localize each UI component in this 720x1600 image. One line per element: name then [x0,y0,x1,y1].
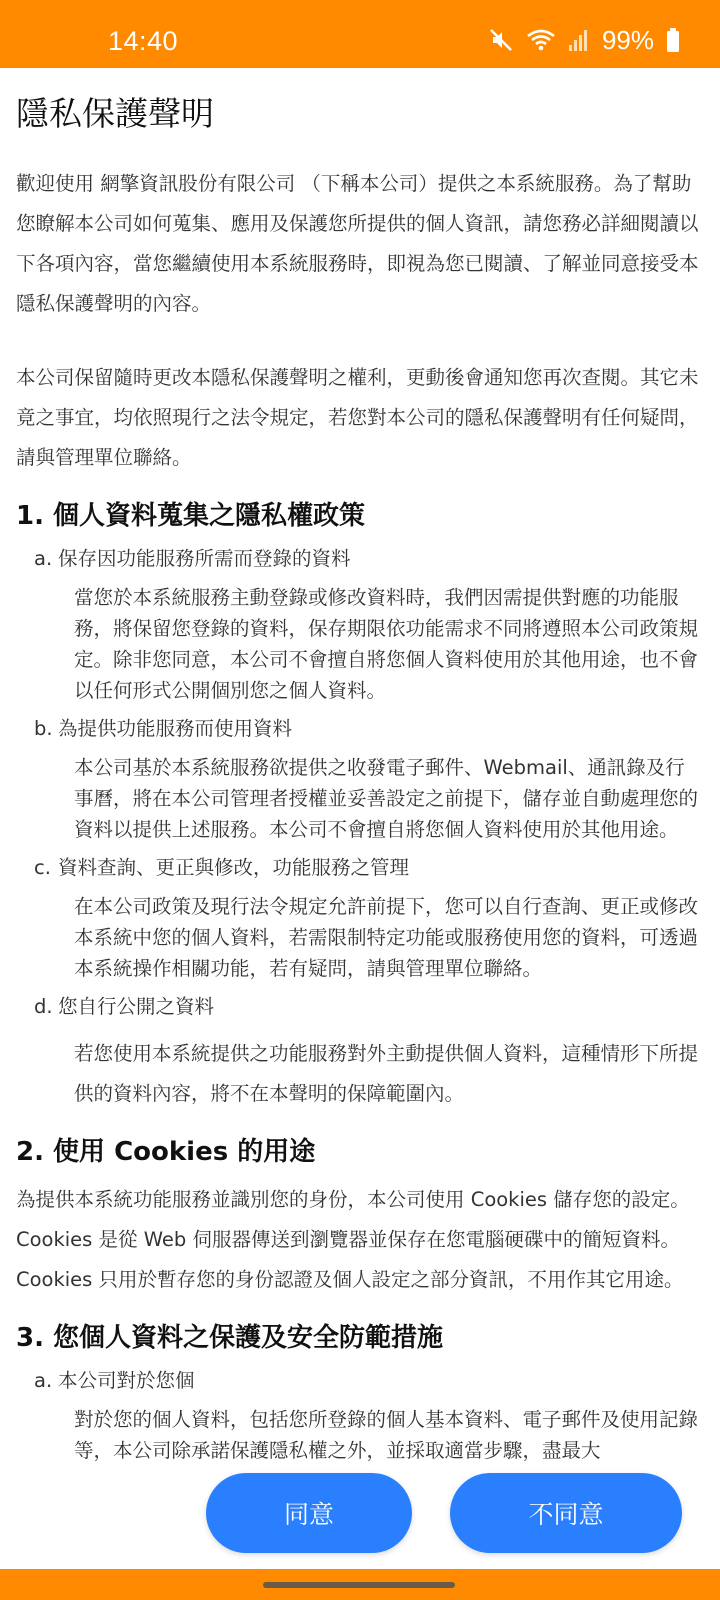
section-3-title: 3. 您個人資料之保護及安全防範措施 [16,1323,444,1353]
section-2-title: 2. 使用 Cookies 的用途 [16,1137,316,1167]
item-body: 在本公司政策及現行法令規定允許前提下，您可以自行查詢、更正或修改本系統中您的個人資料，若需限制特定功能或服務使用您的資料，可透過本系統操作相關功能，若有疑問，請與管理單位聯絡。 [74,895,699,980]
item-title: 為提供功能服務而使用資料 [58,717,293,740]
navigation-bar [0,1569,720,1600]
item-letter: b. [34,717,53,740]
section-1-title: 1. 個人資料蒐集之隱私權政策 [16,501,366,531]
status-time: 14:40 [108,26,179,56]
item-body: 若您使用本系統提供之功能服務對外主動提供個人資料，這種情形下所提供的資料內容，將不在本聲明的保障範圍內。 [74,1042,699,1105]
disagree-button[interactable]: 不同意 [450,1473,682,1553]
section-1-item-a [16,544,704,706]
section-1-item-d [16,992,704,1114]
battery-percentage: 99% [601,24,654,55]
page-title: 隱私保護聲明 [16,94,214,133]
intro-paragraph-2: 本公司保留隨時更改本隱私保護聲明之權利，更動後會通知您再次查閱。其它未竟之事宜，均依照現行之法令規定，若您對本公司的隱私保護聲明有任何疑問，請與管理單位聯絡。 [16,366,699,469]
wifi-icon [526,27,556,53]
home-gesture-handle[interactable] [263,1582,455,1588]
section-3-item-a [16,1366,704,1466]
item-body: 本公司基於本系統服務欲提供之收發電子郵件、Webmail、通訊錄及行事曆，將在本公司管理者授權並妥善設定之前提下，儲存並自動處理您的資料以提供上述服務。本公司不會擅自將您個人資料使用於其他用途。 [74,756,699,841]
item-letter: c. [34,856,51,879]
item-letter: d. [34,995,53,1018]
section-1-item-c [16,853,704,984]
item-body: 當您於本系統服務主動登錄或修改資料時，我們因需提供對應的功能服務，將保留您登錄的資料，保存期限依功能需求不同將遵照本公司政策規定。除非您同意，本公司不會擅自將您個人資料使用於其他用途，也不會以任何形式公開個別您之個人資料。 [74,586,699,702]
signal-icon [568,28,590,52]
item-title: 您自行公開之資料 [58,995,215,1018]
battery-icon [666,27,680,53]
privacy-content[interactable] [0,68,720,1569]
item-body: 對於您的個人資料，包括您所登錄的個人基本資料、電子郵件及使用記錄等，本公司除承諾保護隱私權之外，並採取適當步驟，盡最大 [74,1408,699,1462]
intro-paragraph-1: 歡迎使用 網擎資訊股份有限公司 （下稱本公司）提供之本系統服務。為了幫助您瞭解本公司如何蒐集、應用及保護您所提供的個人資訊，請您務必詳細閱讀以下各項內容，當您繼續使用本系統服務時，即視為您已閱讀、了解並同意接受本隱私保護聲明的內容。 [16,172,699,315]
item-letter: a. [34,1369,53,1392]
item-title: 保存因功能服務所需而登錄的資料 [58,547,351,570]
item-title: 本公司對於您個 [58,1369,195,1392]
status-icons [488,24,680,56]
agree-button[interactable]: 同意 [206,1473,412,1553]
status-bar [0,0,720,68]
item-letter: a. [34,547,53,570]
section-1-item-b [16,714,704,845]
mute-icon [488,27,514,53]
item-title: 資料查詢、更正與修改，功能服務之管理 [58,856,410,879]
section-2-body: 為提供本系統功能服務並識別您的身份，本公司使用 Cookies 儲存您的設定。Cookies 是從 Web 伺服器傳送到瀏覽器並保存在您電腦硬碟中的簡短資料。Cookies 只用於暫存您的身份認證及個人設定之部分資訊，不用作其它用途。 [16,1188,690,1291]
